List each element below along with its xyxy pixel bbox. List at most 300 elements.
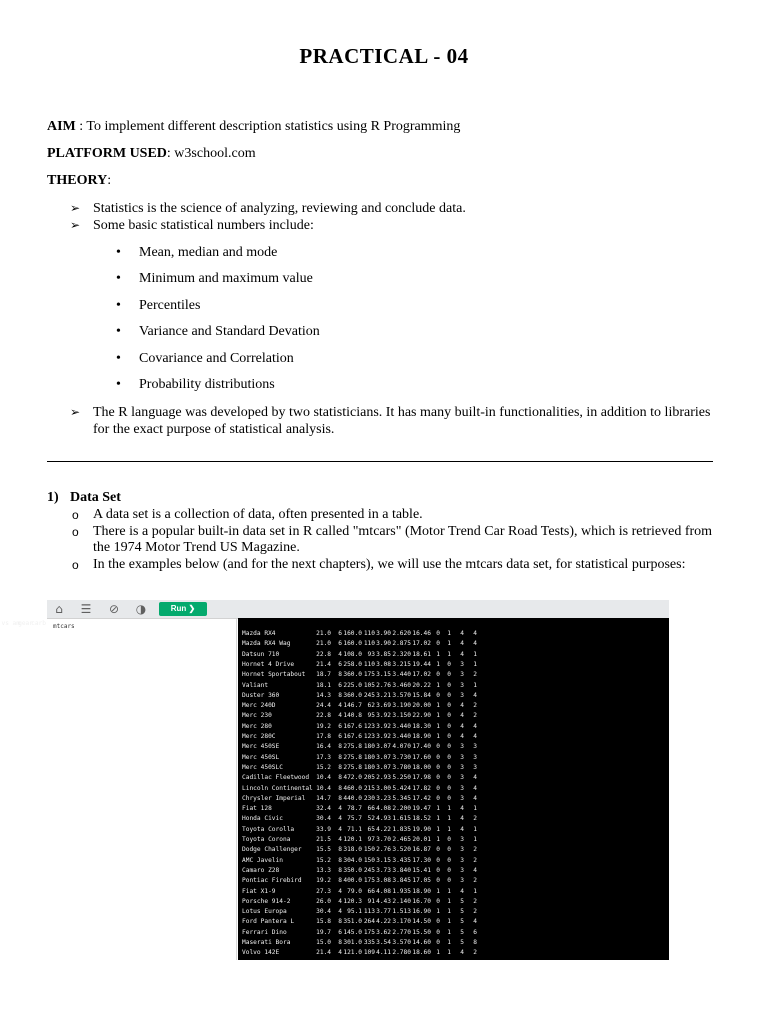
table-cell: 4	[338, 836, 342, 843]
table-cell: 52	[367, 815, 375, 823]
table-cell: 8	[338, 877, 342, 885]
table-cell: 1	[447, 650, 451, 658]
table-cell: 3	[460, 877, 464, 885]
table-cell: 8	[338, 918, 342, 926]
table-cell: 65	[367, 825, 375, 833]
table-cell: 1.513	[392, 908, 411, 916]
table-cell: 4	[338, 908, 342, 916]
table-cell: 0	[447, 681, 451, 689]
table-cell: 15.84	[412, 691, 431, 699]
table-cell: 17.30	[412, 856, 431, 864]
table-cell: 0	[447, 836, 451, 843]
table-cell: 335	[363, 939, 375, 946]
table-cell: 4	[460, 650, 464, 658]
table-cell: 5	[460, 918, 464, 926]
table-cell: 17.02	[412, 671, 431, 679]
table-cell: 22.90	[412, 712, 431, 720]
table-row	[238, 702, 669, 712]
table-cell: 3	[460, 660, 464, 668]
table-cell: 2	[473, 856, 477, 864]
table-cell: 3	[460, 784, 464, 792]
table-cell: 2.76	[376, 681, 391, 689]
table-cell: 19.2	[316, 722, 331, 730]
table-cell: 8	[338, 753, 342, 761]
table-cell: 75.7	[347, 815, 362, 823]
row-name: Mazda RX4 Wag	[242, 640, 291, 648]
table-cell: 123	[363, 733, 375, 740]
table-cell: 27.3	[316, 887, 331, 895]
table-cell: 4	[473, 774, 477, 782]
row-name: Cadillac Fleetwood	[242, 774, 310, 782]
table-cell: 304.0	[343, 856, 362, 864]
table-cell: 1	[436, 805, 440, 813]
list-item: • Mean, median and mode	[116, 244, 320, 270]
table-cell: 0	[436, 856, 440, 864]
table-cell: 6	[473, 928, 477, 936]
table-cell: 0	[436, 784, 440, 792]
table-cell: 3	[460, 753, 464, 761]
table-cell: 1	[447, 815, 451, 823]
table-cell: 3.570	[392, 939, 411, 946]
table-cell: 360.0	[343, 691, 362, 699]
table-cell: 3.70	[376, 836, 391, 843]
code-editor-screenshot	[1, 600, 669, 960]
no-entry-icon[interactable]: ⊘	[108, 602, 120, 616]
table-cell: 3.92	[376, 722, 391, 730]
table-cell: 8	[338, 671, 342, 679]
table-cell: 105	[363, 681, 375, 689]
table-cell: 4.070	[392, 743, 411, 751]
table-cell: 175	[363, 877, 375, 885]
table-cell: 3.190	[392, 702, 411, 710]
table-cell: 21.0	[316, 630, 331, 637]
table-cell: 3.460	[392, 681, 411, 689]
row-name: Lincoln Continental	[242, 784, 313, 792]
row-name: Toyota Corolla	[242, 825, 295, 833]
table-cell: 14.3	[316, 691, 331, 699]
table-cell: 3	[460, 763, 464, 771]
table-cell: 21.5	[316, 836, 331, 843]
table-cell: 20.01	[412, 836, 431, 843]
row-name: Valiant	[242, 681, 269, 689]
table-cell: 20.22	[412, 681, 431, 689]
table-cell: 8	[338, 794, 342, 802]
table-cell: 1	[447, 897, 451, 905]
platform-line	[47, 146, 256, 162]
table-cell: 0	[436, 640, 440, 648]
table-cell: 4	[338, 949, 342, 957]
section-title: Data Set	[70, 490, 121, 505]
table-cell: 4	[338, 650, 342, 658]
table-cell: 2.465	[392, 836, 411, 843]
table-cell: 1	[436, 650, 440, 658]
table-cell: 19.44	[412, 660, 431, 668]
run-button[interactable]: Run ❯	[159, 602, 207, 616]
table-cell: 1	[447, 908, 451, 916]
table-cell: 3	[460, 671, 464, 679]
table-cell: 167.6	[343, 733, 362, 740]
table-cell: 2.320	[392, 650, 411, 658]
table-cell: 3.90	[376, 630, 391, 637]
table-cell: 0	[436, 939, 440, 946]
list-item: • Variance and Standard Devation	[116, 323, 320, 349]
table-row	[238, 826, 669, 836]
table-cell: 5	[460, 908, 464, 916]
table-cell: 16.90	[412, 908, 431, 916]
table-cell: 109	[363, 949, 375, 957]
row-name: Mazda RX4	[242, 630, 276, 637]
list-item: o In the examples below (and for the next chapters), we will use the mtcars data set, for statistical purposes:	[70, 557, 720, 574]
table-cell: 0	[447, 846, 451, 854]
row-name: Merc 280	[242, 722, 272, 730]
home-icon[interactable]: ⌂	[55, 602, 63, 616]
page-title: PRACTICAL - 04	[299, 44, 469, 68]
table-cell: 275.8	[343, 763, 362, 771]
table-cell: 8	[338, 774, 342, 782]
aim-label: AIM	[47, 119, 76, 134]
table-row	[238, 754, 669, 764]
table-cell: 4.11	[376, 949, 391, 957]
table-cell: 2	[473, 949, 477, 957]
contrast-icon[interactable]: ◑	[135, 602, 147, 616]
table-cell: 2.780	[392, 949, 411, 957]
table-cell: 3	[473, 763, 477, 771]
table-cell: 1	[436, 660, 440, 668]
table-cell: 0	[447, 722, 451, 730]
table-cell: 17.8	[316, 733, 331, 740]
table-cell: 3.73	[376, 866, 391, 874]
table-cell: 167.6	[343, 722, 362, 730]
table-cell: 3	[460, 681, 464, 689]
table-cell: 8	[338, 939, 342, 946]
table-cell: 3.730	[392, 753, 411, 761]
row-name: Hornet Sportabout	[242, 671, 306, 679]
table-cell: 95	[367, 712, 375, 720]
row-name: Merc 450SE	[242, 743, 280, 751]
column-header: gear	[18, 620, 33, 627]
table-cell: 1.835	[392, 825, 411, 833]
r-language-text: The R language was developed by two statisticians. It has many built-in functionalities, in addition to libraries for the exact purpose of statistical analysis.	[93, 405, 711, 437]
table-cell: 3.08	[376, 877, 391, 885]
column-header: vs	[1, 620, 9, 627]
row-name: Camaro Z28	[242, 866, 280, 874]
table-cell: 2	[473, 712, 477, 720]
table-cell: 3	[460, 846, 464, 854]
table-cell: 15.5	[316, 846, 331, 854]
table-cell: 4.93	[376, 815, 391, 823]
table-cell: 0	[436, 928, 440, 936]
arrow-bullet-icon: ➢	[70, 201, 81, 215]
table-row	[238, 805, 669, 815]
table-cell: 460.0	[343, 784, 362, 792]
table-cell: 15.2	[316, 763, 331, 771]
table-cell: 275.8	[343, 753, 362, 761]
table-cell: 3.21	[376, 691, 391, 699]
table-cell: 3	[460, 866, 464, 874]
table-cell: 17.42	[412, 794, 431, 802]
table-cell: 4.43	[376, 897, 391, 905]
table-cell: 3.780	[392, 763, 411, 771]
row-name: Hornet 4 Drive	[242, 660, 295, 668]
table-cell: 4	[473, 630, 477, 637]
table-cell: 3.435	[392, 856, 411, 864]
data-set-points	[70, 507, 720, 573]
table-cell: 1	[436, 908, 440, 916]
table-cell: 0	[436, 897, 440, 905]
table-cell: 93	[367, 650, 375, 658]
section-number: 1)	[47, 490, 59, 505]
table-cell: 14.60	[412, 939, 431, 946]
theory-label: THEORY	[47, 173, 108, 188]
table-cell: 1	[436, 815, 440, 823]
list-item: • Percentiles	[116, 297, 320, 323]
row-name: Fiat 128	[242, 805, 272, 813]
arrow-bullet-icon: ➢	[70, 218, 81, 232]
table-cell: 8	[473, 939, 477, 946]
table-cell: 6	[338, 681, 342, 689]
table-cell: 1	[447, 887, 451, 895]
table-cell: 4	[460, 640, 464, 648]
table-row	[238, 949, 669, 959]
table-row	[238, 795, 669, 805]
table-cell: 62	[367, 702, 375, 710]
table-cell: 0	[447, 753, 451, 761]
table-cell: 15.41	[412, 866, 431, 874]
table-cell: 3.440	[392, 733, 411, 740]
table-cell: 17.82	[412, 784, 431, 792]
table-cell: 16.70	[412, 897, 431, 905]
table-cell: 108.0	[343, 650, 362, 658]
table-cell: 0	[447, 671, 451, 679]
table-cell: 150	[363, 846, 375, 854]
table-cell: 180	[363, 763, 375, 771]
table-cell: 1	[436, 733, 440, 740]
aim-line	[47, 119, 460, 135]
table-cell: 0	[447, 877, 451, 885]
table-cell: 0	[436, 877, 440, 885]
row-name: Toyota Corona	[242, 836, 291, 843]
table-cell: 91	[367, 897, 375, 905]
table-cell: 1	[447, 630, 451, 637]
table-cell: 3.150	[392, 712, 411, 720]
table-cell: 1	[447, 939, 451, 946]
table-row	[238, 692, 669, 702]
theory-line	[47, 173, 111, 189]
table-cell: 4	[473, 691, 477, 699]
table-cell: 30.4	[316, 908, 331, 916]
table-cell: 160.0	[343, 640, 362, 648]
table-cell: 19.2	[316, 877, 331, 885]
table-cell: 21.4	[316, 660, 331, 668]
table-cell: 215	[363, 784, 375, 792]
table-cell: 8	[338, 691, 342, 699]
table-row	[238, 867, 669, 877]
table-cell: 2	[473, 897, 477, 905]
column-header: carb	[31, 620, 46, 627]
table-cell: 1	[473, 681, 477, 689]
table-cell: 16.4	[316, 743, 331, 751]
table-cell: 3.440	[392, 722, 411, 730]
table-cell: 3	[473, 753, 477, 761]
table-cell: 4.22	[376, 825, 391, 833]
row-name: Volvo 142E	[242, 949, 280, 957]
table-cell: 180	[363, 753, 375, 761]
table-cell: 123	[363, 722, 375, 730]
table-cell: 301.0	[343, 939, 362, 946]
table-cell: 4	[473, 784, 477, 792]
table-cell: 4	[460, 949, 464, 957]
table-cell: 0	[436, 774, 440, 782]
table-cell: 3	[473, 743, 477, 751]
table-cell: 1	[473, 660, 477, 668]
table-cell: 6	[338, 928, 342, 936]
table-cell: 0	[436, 691, 440, 699]
table-cell: 18.30	[412, 722, 431, 730]
table-cell: 2.76	[376, 846, 391, 854]
table-cell: 245	[363, 691, 375, 699]
table-cell: 33.9	[316, 825, 331, 833]
stat-numbers-list	[116, 244, 320, 402]
table-row	[238, 661, 669, 671]
table-cell: 113	[363, 908, 375, 916]
table-row	[238, 898, 669, 908]
table-cell: 245	[363, 866, 375, 874]
list-item: • Covariance and Correlation	[116, 350, 320, 376]
row-name: Merc 230	[242, 712, 272, 720]
table-cell: 19.90	[412, 825, 431, 833]
table-cell: 145.0	[343, 928, 362, 936]
table-cell: 3.77	[376, 908, 391, 916]
row-name: Maserati Bora	[242, 939, 291, 946]
table-cell: 2	[473, 815, 477, 823]
table-cell: 150	[363, 856, 375, 864]
table-cell: 13.3	[316, 866, 331, 874]
row-name: Dodge Challenger	[242, 846, 302, 854]
table-cell: 19.7	[316, 928, 331, 936]
table-row	[238, 785, 669, 795]
table-cell: 1	[447, 640, 451, 648]
table-cell: 15.0	[316, 939, 331, 946]
table-cell: 17.05	[412, 877, 431, 885]
table-row	[238, 743, 669, 753]
table-cell: 3.07	[376, 753, 391, 761]
table-cell: 4	[473, 918, 477, 926]
table-row	[238, 723, 669, 733]
horizontal-divider	[47, 461, 713, 462]
table-cell: 8	[338, 784, 342, 792]
table-cell: 2	[473, 877, 477, 885]
table-cell: 1	[473, 836, 477, 843]
table-cell: 3.85	[376, 650, 391, 658]
table-cell: 3.520	[392, 846, 411, 854]
table-cell: 0	[436, 753, 440, 761]
platform-label: PLATFORM USED	[47, 146, 167, 161]
table-cell: 15.2	[316, 856, 331, 864]
table-cell: 16.46	[412, 630, 431, 637]
table-cell: 0	[436, 918, 440, 926]
aim-text: : To implement different description statistics using R Programming	[75, 119, 461, 134]
table-cell: 4	[460, 712, 464, 720]
table-cell: 3.15	[376, 856, 391, 864]
table-cell: 2.875	[392, 640, 411, 648]
table-cell: 4	[338, 897, 342, 905]
table-cell: 21.0	[316, 640, 331, 648]
table-cell: 3.845	[392, 877, 411, 885]
table-cell: 24.4	[316, 702, 331, 710]
table-cell: 4	[473, 640, 477, 648]
table-cell: 0	[436, 846, 440, 854]
row-name: Merc 450SLC	[242, 763, 283, 771]
table-row	[238, 682, 669, 692]
menu-icon[interactable]: ☰	[80, 602, 92, 616]
table-cell: 3.62	[376, 928, 391, 936]
table-row	[238, 888, 669, 898]
table-cell: 351.0	[343, 918, 362, 926]
table-cell: 1	[436, 887, 440, 895]
table-row	[238, 671, 669, 681]
table-cell: 1	[447, 805, 451, 813]
theory-point-text: Some basic statistical numbers include:	[93, 218, 314, 233]
table-cell: 4	[460, 722, 464, 730]
table-cell: 120.3	[343, 897, 362, 905]
list-item: • Probability distributions	[116, 376, 320, 402]
list-item: o A data set is a collection of data, often presented in a table.	[70, 507, 720, 524]
editor-toolbar	[47, 600, 669, 619]
table-cell: 1	[436, 702, 440, 710]
table-cell: 17.3	[316, 753, 331, 761]
table-cell: 0	[447, 691, 451, 699]
table-cell: 18.52	[412, 815, 431, 823]
table-cell: 3	[460, 794, 464, 802]
table-row	[238, 939, 669, 949]
table-cell: 6	[338, 660, 342, 668]
table-cell: 66	[367, 887, 375, 895]
table-cell: 5	[460, 939, 464, 946]
code-input[interactable]	[47, 619, 237, 960]
table-cell: 6	[338, 640, 342, 648]
table-cell: 6	[338, 733, 342, 740]
table-cell: 146.7	[343, 702, 362, 710]
table-cell: 2	[473, 908, 477, 916]
table-cell: 2.770	[392, 928, 411, 936]
theory-points	[70, 200, 730, 234]
table-cell: 66	[367, 805, 375, 813]
theory-point-text: Statistics is the science of analyzing, reviewing and conclude data.	[93, 201, 466, 216]
table-row	[238, 815, 669, 825]
row-name: Merc 240D	[242, 702, 276, 710]
table-cell: 0	[447, 712, 451, 720]
theory-point	[70, 200, 730, 217]
code-text: mtcars	[53, 623, 75, 630]
table-row	[238, 651, 669, 661]
table-cell: 3.00	[376, 784, 391, 792]
table-cell: 1	[473, 887, 477, 895]
table-cell: 2	[473, 846, 477, 854]
table-cell: 258.0	[343, 660, 362, 668]
list-item: o There is a popular built-in data set in R called "mtcars" (Motor Trend Car Road Tests), which is retrieved from the 1974 Motor Trend US Magazine.	[70, 524, 720, 557]
table-cell: 4	[460, 887, 464, 895]
table-cell: 4.22	[376, 918, 391, 926]
table-cell: 18.1	[316, 681, 331, 689]
table-cell: 17.98	[412, 774, 431, 782]
table-row	[238, 640, 669, 650]
table-cell: 0	[447, 856, 451, 864]
table-row	[238, 929, 669, 939]
table-cell: 350.0	[343, 866, 362, 874]
table-cell: 160.0	[343, 630, 362, 637]
table-cell: 18.00	[412, 763, 431, 771]
table-cell: 1	[436, 836, 440, 843]
